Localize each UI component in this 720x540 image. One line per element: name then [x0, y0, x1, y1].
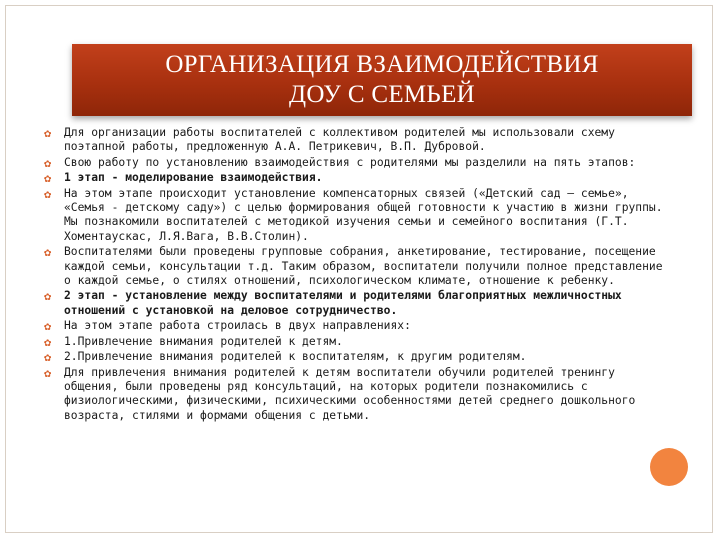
list-item: [44, 126, 664, 155]
list-item-text: 1 этап - моделирование взаимодействия.: [64, 171, 323, 185]
list-item-text: На этом этапе работа строилась в двух направлениях:: [64, 319, 411, 333]
flower-bullet-icon: ✿: [44, 334, 52, 349]
flower-bullet-icon: ✿: [44, 319, 52, 334]
list-item: [44, 319, 664, 333]
slide-title-banner: [72, 44, 692, 116]
flower-bullet-icon: ✿: [44, 171, 52, 186]
flower-bullet-icon: ✿: [44, 245, 52, 260]
flower-bullet-icon: ✿: [44, 350, 52, 365]
decorative-circle: [650, 448, 688, 486]
list-item: [44, 366, 664, 424]
list-item-text: 2.Привлечение внимания родителей к воспитателям, к другим родителям.: [64, 350, 527, 364]
slide-title-line-2: ДОУ С СЕМЬЕЙ: [288, 81, 476, 108]
flower-bullet-icon: ✿: [44, 289, 52, 304]
flower-bullet-icon: ✿: [44, 155, 52, 170]
list-item: [44, 245, 664, 288]
flower-bullet-icon: ✿: [44, 126, 52, 140]
list-item: [44, 335, 664, 349]
list-item-text: Воспитателями были проведены групповые собрания, анкетирование, тестирование, посещение каждой семьи, консультации т.д. Таким образом, воспитатели получили полное представление о каждой семье, о стилях отношений, психологическом климате, отношение к ребенку.: [64, 245, 663, 288]
list-item: [44, 350, 664, 364]
slide-title-line-1: ОРГАНИЗАЦИЯ ВЗАИМОДЕЙСТВИЯ: [165, 51, 599, 78]
flower-bullet-icon: ✿: [44, 365, 52, 380]
list-item: [44, 187, 664, 245]
list-item-text: На этом этапе происходит установление компенсаторных связей («Детский сад – семье», «Семья - детскому саду») с целью формирования общей готовности к участию в жизни группы. Мы познакомили воспитателей с методикой изучения семьи и семейного воспитания (Г.Т. Хоментаускас, Л.Я.Вага, В.В.Столин).: [64, 186, 663, 243]
list-item-text: 2 этап - установление между воспитателями и родителями благоприятных межличностных отношений с установкой на деловое сотрудничество.: [64, 289, 622, 317]
flower-bullet-icon: ✿: [44, 186, 52, 201]
list-item-stage-1-heading: [44, 171, 664, 185]
list-item: [44, 156, 664, 170]
list-item-stage-2-heading: [44, 289, 664, 318]
list-item-text: Для организации работы воспитателей с коллективом родителей мы использовали схему поэтапной работы, предложенную А.А. Петрикевич, В.П. Дубровой.: [64, 126, 615, 154]
list-item-text: 1.Привлечение внимания родителей к детям.: [64, 334, 343, 348]
list-item-text: Свою работу по установлению взаимодействия с родителями мы разделили на пять этапов:: [64, 155, 636, 169]
list-item-text: Для привлечения внимания родителей к детям воспитатели обучили родителей тренингу общения, были проведены ряд консультаций, на которых родители познакомились с физиологическими, физическими, психическими особенностями детей среднего дошкольного возраста, стилями и формами общения с детьми.: [64, 365, 636, 422]
bullet-list: [44, 126, 664, 424]
